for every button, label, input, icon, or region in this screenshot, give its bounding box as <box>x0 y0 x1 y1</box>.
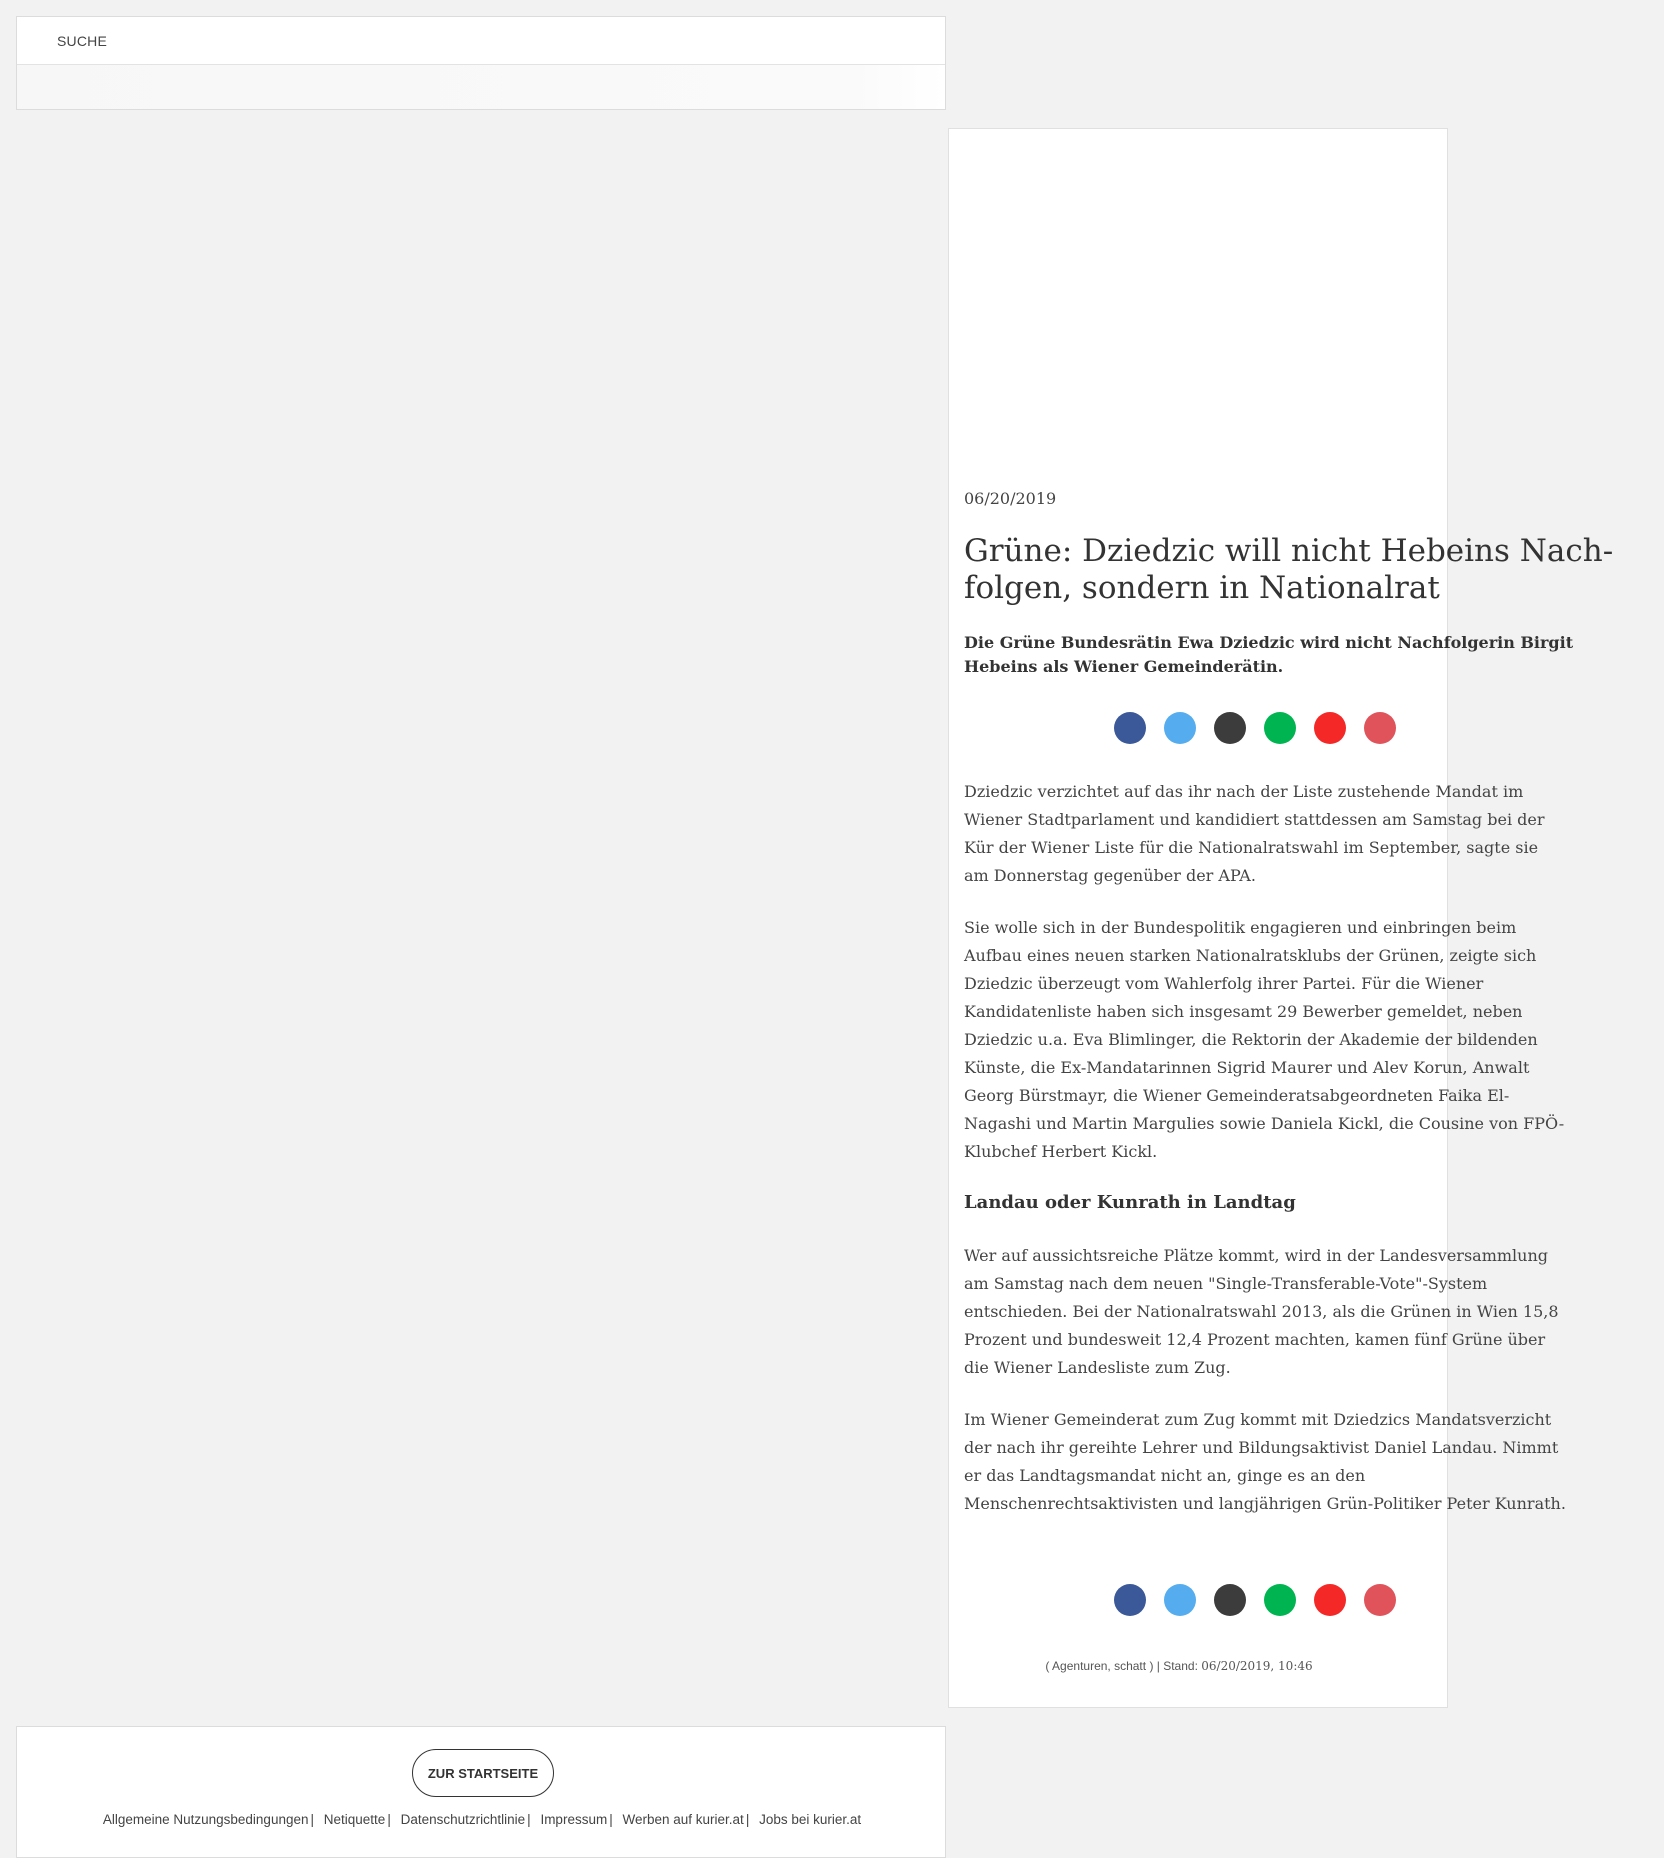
footer-link-jobs[interactable]: Jobs bei kurier.at <box>759 1812 862 1827</box>
share-bar-bottom <box>1114 1584 1396 1616</box>
article-byline <box>964 1659 1394 1673</box>
footer-link-netiquette[interactable]: Netiquette <box>323 1812 386 1827</box>
footer-link-privacy[interactable]: Datenschutzrichtlinie <box>400 1812 526 1827</box>
pocket-share-icon[interactable] <box>1364 712 1396 744</box>
pocket-share-icon[interactable] <box>1364 1584 1396 1616</box>
headline-line-2: folgen, sondern in Nationalrat <box>964 570 1440 606</box>
whatsapp-share-icon[interactable] <box>1264 712 1296 744</box>
byline-timestamp: 06/20/2019, 10:46 <box>1201 1659 1313 1673</box>
article-headline <box>964 533 1664 607</box>
article-date: 06/20/2019 <box>964 489 1057 508</box>
email-share-icon[interactable] <box>1214 712 1246 744</box>
search-subbar <box>17 65 945 109</box>
footer-separator: | <box>387 1812 391 1827</box>
facebook-share-icon[interactable] <box>1114 1584 1146 1616</box>
byline-source: ( Agenturen, schatt ) | Stand: <box>1045 1659 1202 1673</box>
email-share-icon[interactable] <box>1214 1584 1246 1616</box>
footer-separator: | <box>745 1812 750 1827</box>
twitter-share-icon[interactable] <box>1164 712 1196 744</box>
headline-line-1: Grüne: Dziedzic will nicht Hebeins Nach- <box>964 533 1614 569</box>
home-button[interactable]: ZUR STARTSEITE <box>412 1749 554 1797</box>
article-paragraph-1: Dziedzic verzichtet auf das ihr nach der Liste zustehende Mandat im Wiener Stadtparlament und kandidiert stattdessen am Samstag bei der Kür der Wiener Liste für die Nationalratswahl im September, sagte sie am Donnerstag gegenüber der APA. <box>964 782 1545 885</box>
search-label[interactable]: SUCHE <box>57 32 108 49</box>
footer-link-imprint[interactable]: Impressum <box>540 1812 608 1827</box>
article-lead <box>964 631 1664 679</box>
whatsapp-share-icon[interactable] <box>1264 1584 1296 1616</box>
lead-line-2: Hebeins als Wiener Gemeinderätin. <box>964 657 1284 676</box>
facebook-share-icon[interactable] <box>1114 712 1146 744</box>
flipboard-share-icon[interactable] <box>1314 1584 1346 1616</box>
footer-separator: | <box>527 1812 531 1827</box>
article-paragraph-4: Im Wiener Gemeinderat zum Zug kommt mit Dziedzics Mandatsverzicht der nach ihr gereihte Lehrer und Bildungsaktivist Daniel Landau. Nimmt er das Landtagsmandat nicht an, ginge es an den Menschenrechtsaktivisten und langjährigen Grün-Politiker Peter Kunrath. <box>964 1410 1566 1513</box>
page-footer <box>16 1726 946 1858</box>
footer-link-advertise[interactable]: Werben auf kurier.at <box>622 1812 744 1827</box>
twitter-share-icon[interactable] <box>1164 1584 1196 1616</box>
footer-separator: | <box>609 1812 613 1827</box>
footer-separator: | <box>310 1812 314 1827</box>
footer-links <box>17 1812 947 1827</box>
flipboard-share-icon[interactable] <box>1314 712 1346 744</box>
share-bar-top <box>1114 712 1396 744</box>
article-subheading: Landau oder Kunrath in Landtag <box>964 1192 1296 1213</box>
article-paragraph-3: Wer auf aussichtsreiche Plätze kommt, wird in der Landesversammlung am Samstag nach dem neuen "Single-Transferable-Vote"-System entschieden. Bei der Nationalratswahl 2013, als die Grünen in Wien 15,8 Prozent und bundesweit 12,4 Prozent machten, kamen fünf Grüne über die Wiener Landesliste zum Zug. <box>964 1246 1559 1377</box>
article-paragraph-2: Sie wolle sich in der Bundespolitik engagieren und einbringen beim Aufbau eines neuen starken Nationalratsklubs der Grünen, zeigte sich Dziedzic überzeugt vom Wahlerfolg ihrer Partei. Für die Wiener Kandidatenliste haben sich insgesamt 29 Bewerber gemeldet, neben Dziedzic u.a. Eva Blimlinger, die Rektorin der Akademie der bildenden Künste, die Ex-Mandatarinnen Sigrid Maurer und Alev Korun, Anwalt Georg Bürstmayr, die Wiener Gemeinderatsabgeordneten Faika El- Nagashi und Martin Margulies sowie Daniela Kickl, die Cousine von FPÖ- Klubchef Herbert Kickl. <box>964 918 1565 1161</box>
search-bar[interactable] <box>17 17 945 65</box>
lead-line-1: Die Grüne Bundesrätin Ewa Dziedzic wird nicht Nachfolgerin Birgit <box>964 633 1574 652</box>
footer-link-terms[interactable]: Allgemeine Nutzungsbedingungen <box>102 1812 309 1827</box>
article-card <box>948 128 1614 1708</box>
search-panel <box>16 16 946 110</box>
